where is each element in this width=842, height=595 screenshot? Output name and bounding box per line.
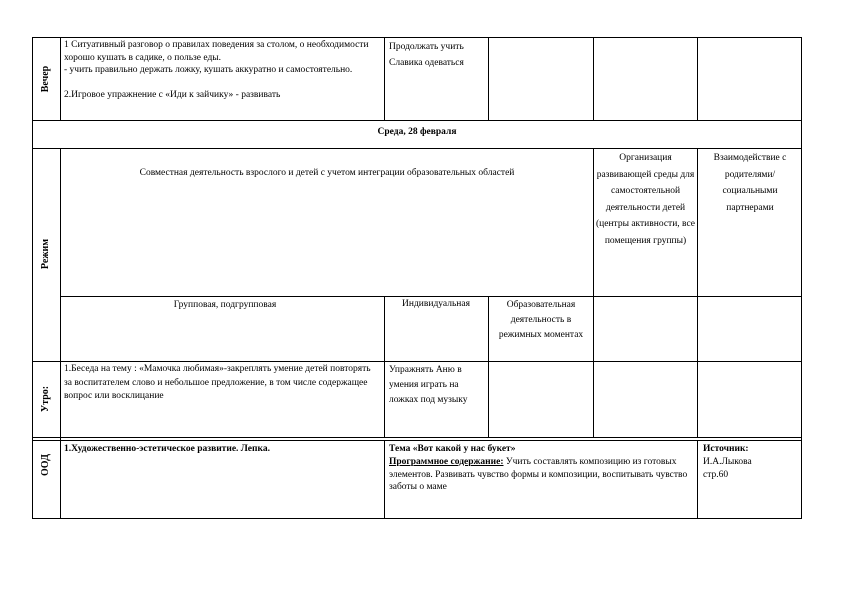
ood-topic: Тема «Вот какой у нас букет» xyxy=(389,444,516,454)
ood-content-text: Учить составлять композицию из готовых элементов. Развивать чувство формы и композиции, воспитывать чувство заботы о маме xyxy=(389,456,688,493)
grid-line xyxy=(593,361,594,438)
day-header: Среда, 28 февраля xyxy=(377,127,457,137)
ood-source-page: стр.60 xyxy=(703,469,729,480)
grid-line xyxy=(60,37,61,121)
grid-line xyxy=(697,37,698,121)
grid-line xyxy=(32,148,802,149)
grid-line xyxy=(32,37,802,38)
grid-line xyxy=(32,120,802,121)
ood-source-cell xyxy=(703,443,799,515)
edu-column-header: Образовательная деятельность в режимных моментах xyxy=(498,300,584,340)
grid-line xyxy=(488,361,489,438)
evening-group-text-2: - учить правильно держать ложку, кушать аккуратно и самостоятельно. xyxy=(64,65,353,75)
grid-line xyxy=(384,440,385,519)
joint-activity-header: Совместная деятельность взрослого и детей с учетом интеграции образовательных областей xyxy=(139,168,515,178)
environment-header: Организация развивающей среды для самостоятельной деятельности детей (центры активности, все помещения группы) xyxy=(596,153,695,246)
morning-label: Утро: xyxy=(40,385,51,413)
evening-individual-text: Продолжать учить Славика одеваться xyxy=(389,42,464,68)
morning-group-text: 1.Беседа на тему : «Мамочка любимая»-закреплять умение детей повторять за воспитателем слово и небольшое предложение, в том числе содержащее вопрос или восклицание xyxy=(64,364,371,401)
ood-area: 1.Художественно-эстетическое развитие. Лепка. xyxy=(64,444,270,454)
group-column-header: Групповая, подгрупповая xyxy=(173,300,277,310)
grid-line xyxy=(384,361,385,438)
morning-individual-text: Упражнять Аню в умения играть на ложках под музыку xyxy=(389,365,468,405)
grid-line xyxy=(32,518,802,519)
evening-group-text-1: 1 Ситуативный разговор о правилах поведения за столом, о необходимости хорошо кушать в садике, о пользе еды. xyxy=(64,40,369,63)
grid-line xyxy=(384,296,385,362)
ood-source-label: Источник: xyxy=(703,444,749,454)
evening-group-text-3: 2.Игровое упражнение с «Иди к зайчику» - развивать xyxy=(64,89,281,100)
grid-line xyxy=(60,148,61,519)
grid-line xyxy=(32,37,33,519)
grid-line xyxy=(697,148,698,362)
individual-column-header: Индивидуальная xyxy=(402,299,470,309)
regime-label: Режим xyxy=(40,238,51,270)
grid-line xyxy=(593,37,594,121)
ood-content xyxy=(389,456,695,494)
interaction-header: Взаимодействие с родителями/ социальными партнерами xyxy=(713,153,787,213)
ood-topic-cell xyxy=(389,443,695,515)
ood-label: ООД xyxy=(40,454,51,476)
evening-group-cell xyxy=(64,39,382,119)
grid-line xyxy=(697,361,698,438)
grid-line xyxy=(60,296,802,297)
grid-line xyxy=(801,37,802,519)
evening-label: Вечер xyxy=(40,65,51,93)
grid-line xyxy=(488,296,489,362)
ood-source-author: И.А.Лыкова xyxy=(703,456,752,467)
grid-line xyxy=(593,148,594,362)
grid-line xyxy=(32,440,802,441)
ood-content-label: Программное содержание: xyxy=(389,456,504,467)
grid-line xyxy=(32,437,802,438)
grid-line xyxy=(32,361,802,362)
grid-line xyxy=(488,37,489,121)
grid-line xyxy=(384,37,385,121)
grid-line xyxy=(697,440,698,519)
